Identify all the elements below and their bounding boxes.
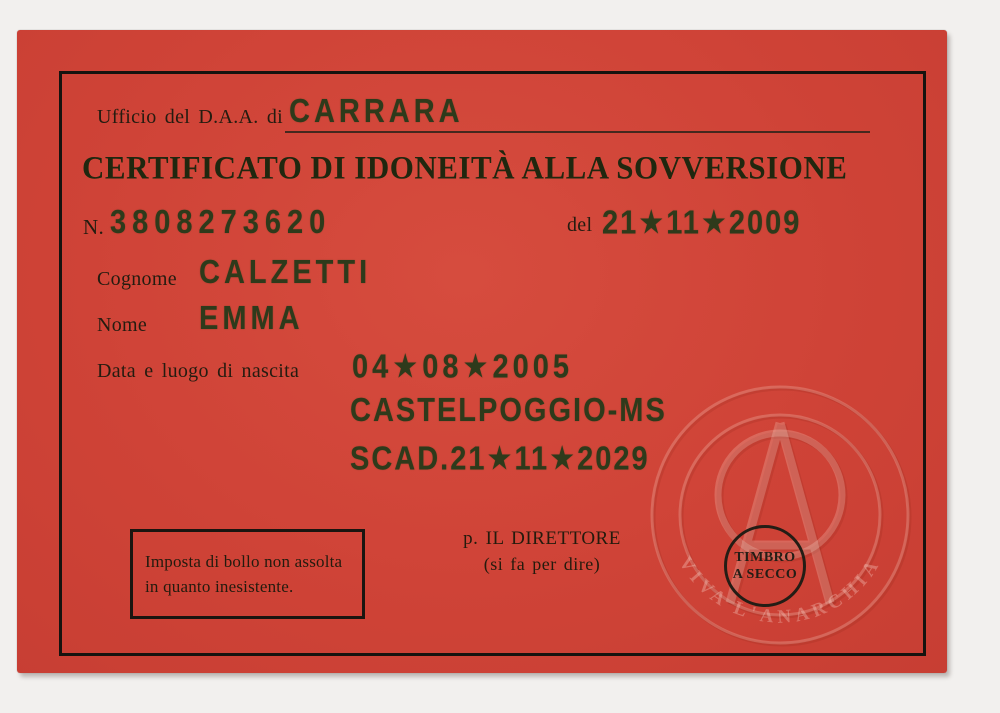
- date-label: del: [567, 214, 593, 236]
- certificate-title: CERTIFICATO DI IDONEITÀ ALLA SOVVERSIONE: [82, 149, 848, 186]
- name-label: Nome: [97, 314, 148, 336]
- surname-value: CALZETTI: [199, 254, 372, 292]
- expiry-value: SCAD.21★11★2029: [350, 440, 650, 478]
- name-value: EMMA: [199, 300, 304, 338]
- timbro-line1: TIMBRO: [734, 549, 796, 565]
- office-underline: [285, 131, 870, 133]
- signature-block: [437, 526, 647, 576]
- birth-place-value: CASTELPOGGIO-MS: [350, 392, 667, 430]
- signature-line2: (si fa per dire): [483, 553, 601, 574]
- seal-arc-text: VIVA L'ANARCHIA: [674, 553, 886, 628]
- office-value: CARRARA: [289, 93, 464, 131]
- office-label: Ufficio del D.A.A. di: [97, 106, 284, 128]
- date-value: 21★11★2009: [602, 204, 802, 242]
- number-value: 3808273620: [110, 204, 332, 242]
- bollo-notice-box: [130, 529, 365, 619]
- timbro-line2: A SECCO: [732, 567, 798, 582]
- surname-label: Cognome: [97, 268, 177, 290]
- signature-line1: p. IL DIRETTORE: [463, 528, 621, 549]
- timbro-a-secco-circle: [724, 525, 806, 607]
- birth-label: Data e luogo di nascita: [97, 360, 300, 382]
- certificate-card: [17, 30, 947, 673]
- number-label: N.: [83, 215, 105, 239]
- birth-date-value: 04★08★2005: [352, 348, 574, 386]
- bollo-notice-text: Imposta di bollo non assolta in quanto inesistente.: [145, 551, 343, 596]
